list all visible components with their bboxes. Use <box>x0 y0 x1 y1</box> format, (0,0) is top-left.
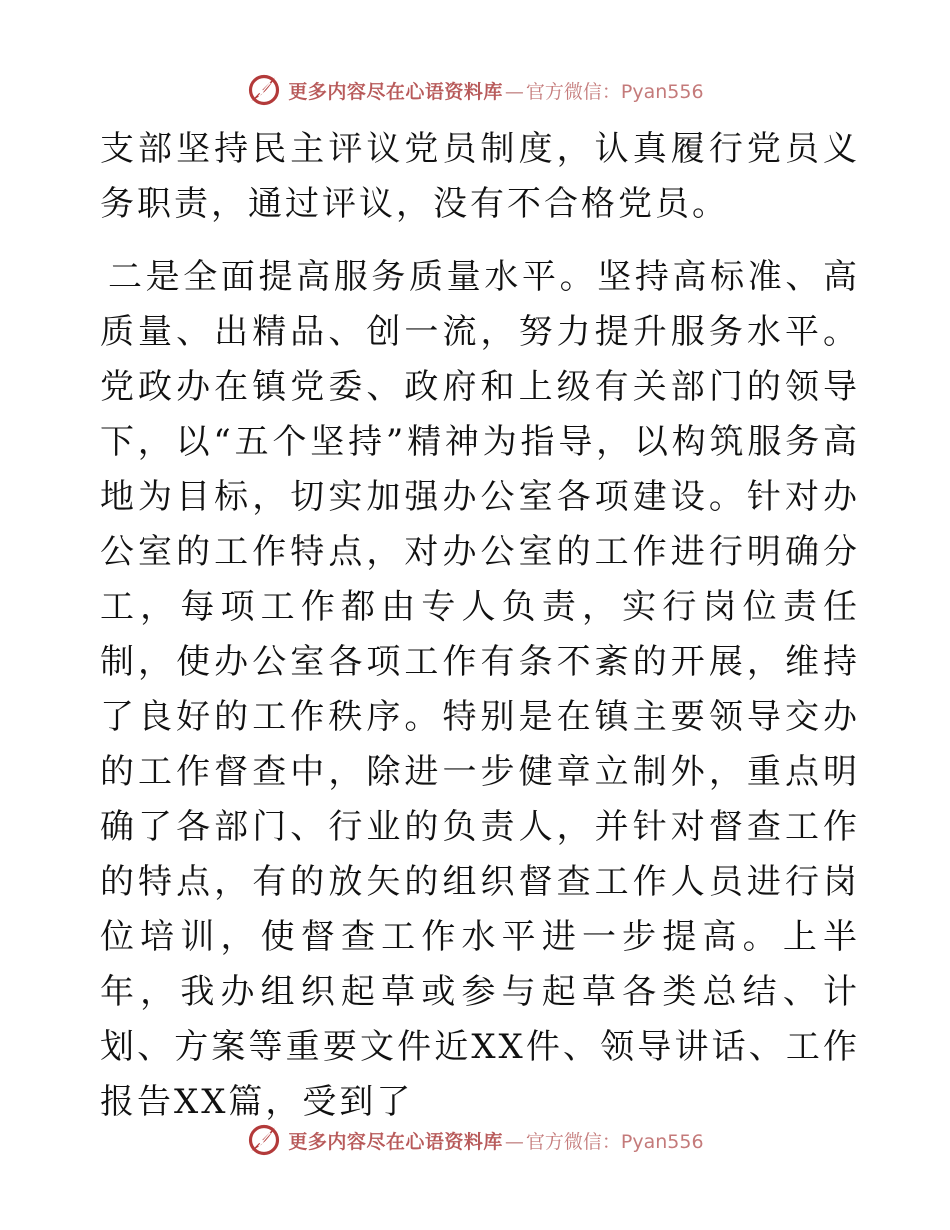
body-paragraph: 二是全面提高服务质量水平。坚持高标准、高质量、出精品、创一流，努力提升服务水平。党政办在镇党委、政府和上级有关部门的领导下，以“五个坚持”精神为指导，以构筑服务高地为目标，切实加强办公室各项建设。针对办公室的工作特点，对办公室的工作进行明确分工，每项工作都由专人负责，实行岗位责任制，使办公室各项工作有条不紊的开展，维持了良好的工作秩序。特别是在镇主要领导交办的工作督查中，除进一步健章立制外，重点明确了各部门、行业的负责人，并针对督查工作的特点，有的放矢的组织督查工作人员进行岗位培训，使督查工作水平进一步提高。上半年，我办组织起草或参与起草各类总结、计划、方案等重要文件近XX件、领导讲话、工作报告XX篇，受到了 <box>100 257 860 1122</box>
body-paragraph: 支部坚持民主评议党员制度，认真履行党员义务职责，通过评议，没有不合格党员。 <box>100 129 860 224</box>
quill-pen-logo-icon <box>246 72 282 108</box>
header-banner-contact-text: 官方微信：Pyan556 <box>525 80 704 103</box>
header-watermark-banner <box>0 70 950 110</box>
document-body <box>100 122 860 1130</box>
header-banner-lead-text: 更多内容尽在心语资料库 <box>288 80 503 103</box>
footer-banner-contact-text: 官方微信：Pyan556 <box>525 1130 704 1153</box>
footer-banner-lead-text: 更多内容尽在心语资料库 <box>288 1130 503 1153</box>
footer-banner-separator: — <box>504 1130 524 1153</box>
quill-pen-logo-icon <box>246 1122 282 1158</box>
header-banner-separator: — <box>504 80 524 103</box>
footer-watermark-banner <box>0 1120 950 1160</box>
